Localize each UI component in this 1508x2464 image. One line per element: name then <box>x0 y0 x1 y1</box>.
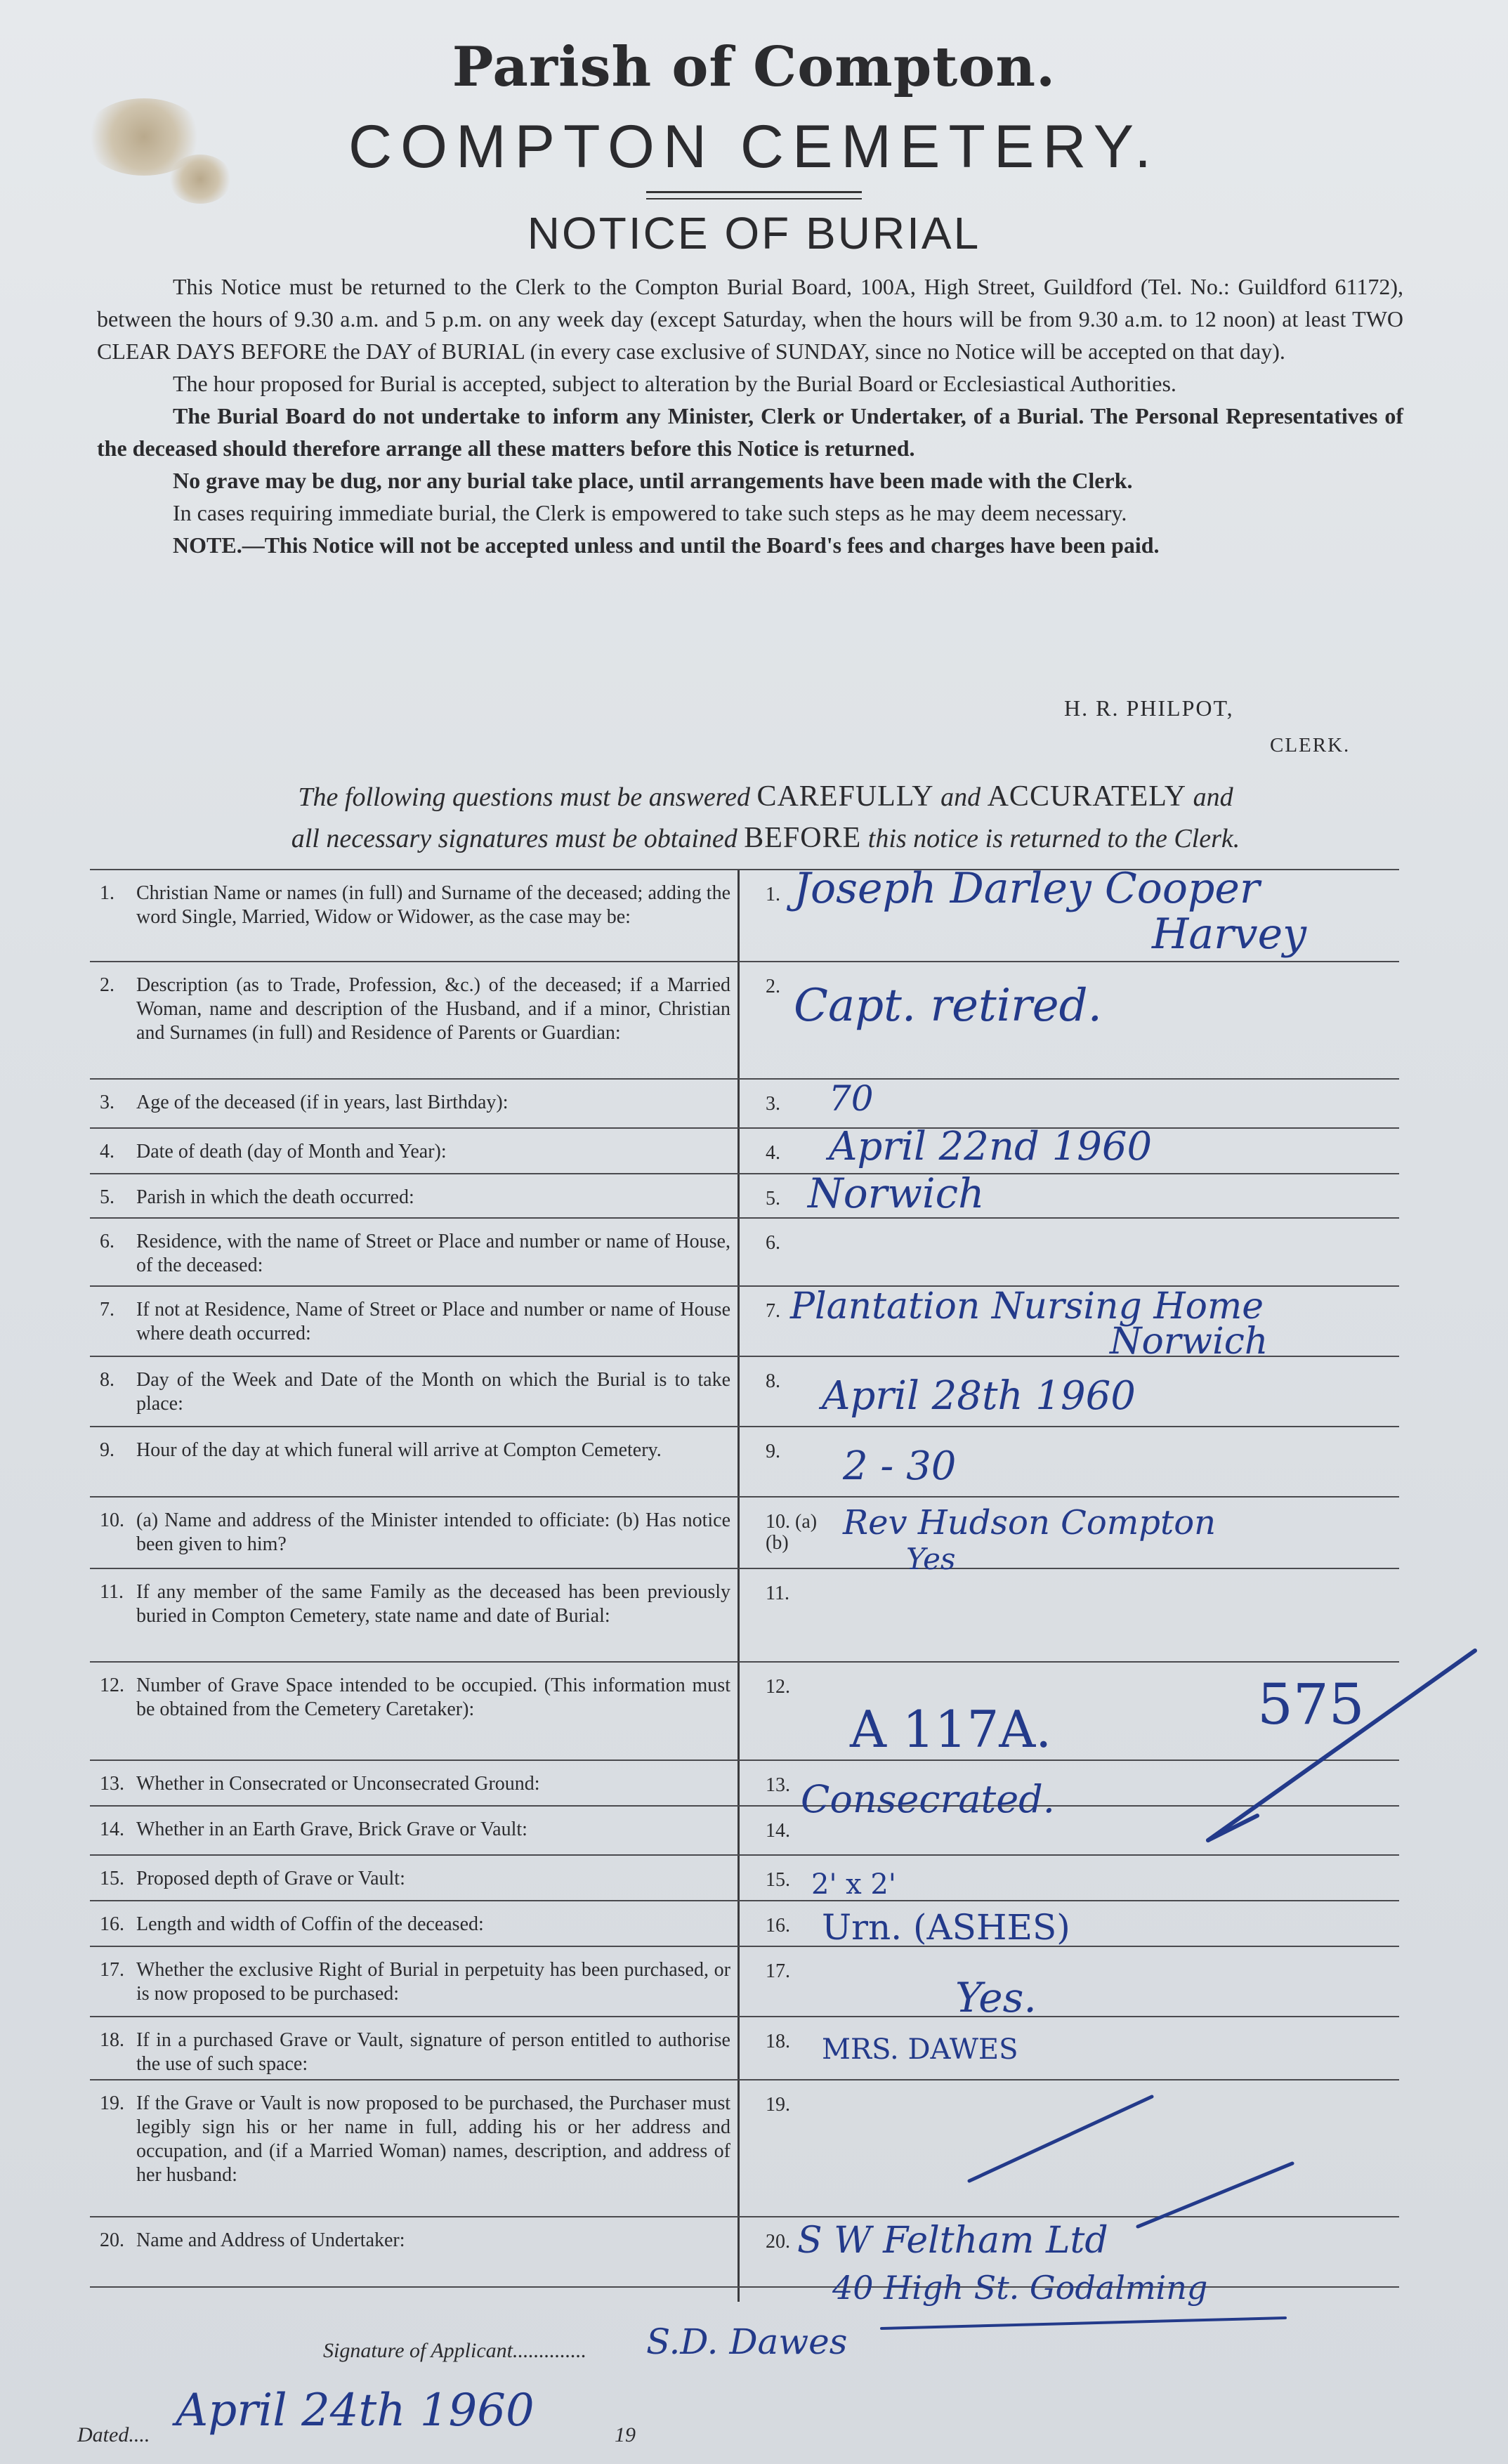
dated-year-suffix: 19 <box>615 2423 636 2446</box>
cemetery-heading: COMPTON CEMETERY. <box>348 113 1160 181</box>
question-number: 15. <box>100 1868 124 1889</box>
dated-label-text: Dated <box>77 2423 129 2446</box>
question-text: Length and width of Coffin of the deceased: <box>136 1913 484 1935</box>
answer-number: 5. <box>766 1188 780 1210</box>
question-number: 20. <box>100 2229 124 2251</box>
answer-right-of-burial[interactable]: Yes. <box>955 1974 1037 2021</box>
question-number: 16. <box>100 1913 124 1935</box>
intro-paragraph: This Notice must be returned to the Clerk to the Compton Burial Board, 100A, High Street, Guildford (Tel. No.: Guildford 61172), between the hours of 9.30 a.m. and 5 p.m. on any week day (except Saturday, when the hours will be from 9.30 a.m. to 12 noon) at least TWO CLEAR DAYS BEFORE the DAY of BURIAL (in every case exclusive of SUNDAY, since no Notice will be accepted on that day). <box>97 274 1403 364</box>
note-paragraph: NOTE.—This Notice will not be accepted unless and until the Board's fees and charges have been paid. <box>173 532 1160 558</box>
question-number: 6. <box>100 1231 114 1252</box>
answer-number: 17. <box>766 1960 790 1982</box>
answer-number: 16. <box>766 1915 790 1937</box>
question-text: Whether in an Earth Grave, Brick Grave or Vault: <box>136 1818 527 1840</box>
question-text: If the Grave or Vault is now proposed to be purchased, the Purchaser must legibly sign his or her name in full, adding his or her address and occupation, and (if a Married Woman) names, description, and address of her husband: <box>136 2092 730 2186</box>
answer-age[interactable]: 70 <box>829 1078 874 1119</box>
dated-label: Dated.... <box>77 2423 150 2446</box>
answer-death-place-line2[interactable]: Norwich <box>1110 1321 1268 1363</box>
answer-depth[interactable]: 2' x 2' <box>811 1868 896 1901</box>
answer-grave-space[interactable]: A 117A. <box>850 1700 1052 1759</box>
answer-number: 1. <box>766 884 780 905</box>
answer-parish[interactable]: Norwich <box>808 1169 985 1217</box>
answer-undertaker-line1[interactable]: S W Feltham Ltd <box>797 2220 1108 2262</box>
question-number: 19. <box>100 2092 124 2114</box>
answer-number: 6. <box>766 1232 780 1254</box>
question-number: 10. <box>100 1509 124 1531</box>
instruction-emphasis: CAREFULLY <box>756 780 934 813</box>
clerk-title: CLERK. <box>1270 734 1351 756</box>
question-number: 3. <box>100 1092 114 1113</box>
dated-value[interactable]: April 24th 1960 <box>176 2385 535 2437</box>
answer-number: 2. <box>766 976 780 997</box>
question-number: 5. <box>100 1186 114 1208</box>
instruction-emphasis: ACCURATELY <box>987 780 1187 813</box>
question-text: Hour of the day at which funeral will arrive at Compton Cemetery. <box>136 1439 662 1461</box>
answer-number: 10. (a) (b) <box>766 1511 818 1554</box>
intro-paragraph: The hour proposed for Burial is accepted, subject to alteration by the Burial Board or Ecclesiastical Authorities. <box>173 371 1176 396</box>
answer-coffin-size[interactable]: Urn. (ASHES) <box>822 1907 1070 1948</box>
answer-number: 8. <box>766 1370 780 1392</box>
answer-number: 15. <box>766 1869 790 1891</box>
question-text: If in a purchased Grave or Vault, signature of person entitled to authorise the use of such space: <box>136 2029 730 2075</box>
instruction-text: this notice is returned to the Clerk. <box>867 824 1240 853</box>
grave-space-note: 575 <box>1257 1672 1365 1737</box>
answer-arrival-hour[interactable]: 2 - 30 <box>843 1443 957 1489</box>
signature-label-text: Signature of Applicant <box>323 2339 513 2362</box>
applicant-signature[interactable]: S.D. Dawes <box>646 2321 848 2362</box>
answer-burial-date[interactable]: April 28th 1960 <box>822 1373 1136 1419</box>
instruction-emphasis: BEFORE <box>744 822 862 854</box>
answer-number: 11. <box>766 1582 789 1604</box>
instruction-text: all necessary signatures must be obtained <box>291 824 737 853</box>
answer-number: 20. <box>766 2231 790 2253</box>
question-text: Age of the deceased (if in years, last Birthday): <box>136 1092 509 1113</box>
question-text: Whether the exclusive Right of Burial in perpetuity has been purchased, or is now proposed to be purchased: <box>136 1959 730 2005</box>
question-number: 1. <box>100 882 114 904</box>
answer-date-of-death[interactable]: April 22nd 1960 <box>829 1124 1153 1169</box>
question-text: Proposed depth of Grave or Vault: <box>136 1868 405 1889</box>
intro-paragraph: In cases requiring immediate burial, the Clerk is empowered to take such steps as he may deem necessary. <box>173 500 1127 525</box>
answer-number: 3. <box>766 1093 780 1115</box>
question-number: 11. <box>100 1581 124 1603</box>
question-text: If any member of the same Family as the deceased has been previously buried in Compton Cemetery, state name and date of Burial: <box>136 1581 730 1627</box>
answer-name-line2[interactable]: Harvey <box>1152 910 1307 959</box>
intro-paragraph-bold: The Burial Board do not undertake to inform any Minister, Clerk or Undertaker, of a Burial. The Personal Representatives of the deceased should therefore arrange all these matters before this Notice is returned. <box>97 403 1403 461</box>
answer-number: 18. <box>766 2031 790 2052</box>
parish-heading: Parish of Compton. <box>452 35 1056 99</box>
instruction-text: and <box>1193 782 1233 812</box>
answer-notice-given[interactable]: Yes <box>906 1542 956 1576</box>
answer-description[interactable]: Capt. retired. <box>794 980 1102 1032</box>
question-text: (a) Name and address of the Minister intended to officiate: (b) Has notice been given to him? <box>136 1509 730 1555</box>
question-number: 9. <box>100 1439 114 1461</box>
question-number: 18. <box>100 2029 124 2051</box>
answer-authorising-person[interactable]: MRS. DAWES <box>822 2033 1018 2066</box>
answer-number: 19. <box>766 2094 790 2116</box>
answer-number: 9. <box>766 1441 780 1462</box>
answer-name-line1[interactable]: Joseph Darley Cooper <box>794 864 1260 913</box>
question-text: Whether in Consecrated or Unconsecrated Ground: <box>136 1773 540 1795</box>
answer-number: 14. <box>766 1820 790 1842</box>
question-text: Date of death (day of Month and Year): <box>136 1141 447 1162</box>
question-number: 8. <box>100 1369 114 1391</box>
question-text: Number of Grave Space intended to be occupied. (This information must be obtained from the Cemetery Caretaker): <box>136 1675 730 1720</box>
question-text: Name and Address of Undertaker: <box>136 2229 405 2251</box>
question-number: 13. <box>100 1773 124 1795</box>
question-text: Description (as to Trade, Profession, &c.) of the deceased; if a Married Woman, name and description of the Husband, and if a minor, Christian and Surnames (in full) and Residence of Parents or Guardian: <box>136 974 730 1044</box>
question-number: 2. <box>100 974 114 996</box>
signature-label: Signature of Applicant.............. <box>323 2339 586 2362</box>
answer-number: 7. <box>766 1300 780 1322</box>
notice-title: NOTICE OF BURIAL <box>527 208 981 258</box>
answer-death-place-line1[interactable]: Plantation Nursing Home <box>790 1285 1264 1328</box>
question-number: 12. <box>100 1675 124 1696</box>
answer-undertaker-line2[interactable]: 40 High St. Godalming <box>832 2269 1208 2307</box>
answer-number: 12. <box>766 1676 790 1698</box>
answer-number: 4. <box>766 1142 780 1164</box>
answer-minister[interactable]: Rev Hudson Compton <box>843 1503 1217 1542</box>
question-number: 7. <box>100 1299 114 1321</box>
question-text: Residence, with the name of Street or Place and number or name of House, of the deceased: <box>136 1231 730 1276</box>
question-text: Parish in which the death occurred: <box>136 1186 414 1208</box>
question-text: If not at Residence, Name of Street or Place and number or name of House where death occurred: <box>136 1299 730 1344</box>
question-number: 14. <box>100 1818 124 1840</box>
question-text: Day of the Week and Date of the Month on which the Burial is to take place: <box>136 1369 730 1415</box>
answer-number: 13. <box>766 1774 790 1796</box>
question-number: 17. <box>100 1959 124 1981</box>
answer-consecration[interactable]: Consecrated. <box>801 1777 1055 1821</box>
instruction-text: The following questions must be answered <box>298 782 750 812</box>
instruction-text: and <box>940 782 981 812</box>
question-number: 4. <box>100 1141 114 1162</box>
question-text: Christian Name or names (in full) and Surname of the deceased; adding the word Single, Married, Widow or Widower, as the case may be: <box>136 882 730 928</box>
intro-paragraph-bold: No grave may be dug, nor any burial take place, until arrangements have been made with the Clerk. <box>173 468 1133 493</box>
clerk-name: H. R. PHILPOT, <box>1064 695 1234 721</box>
